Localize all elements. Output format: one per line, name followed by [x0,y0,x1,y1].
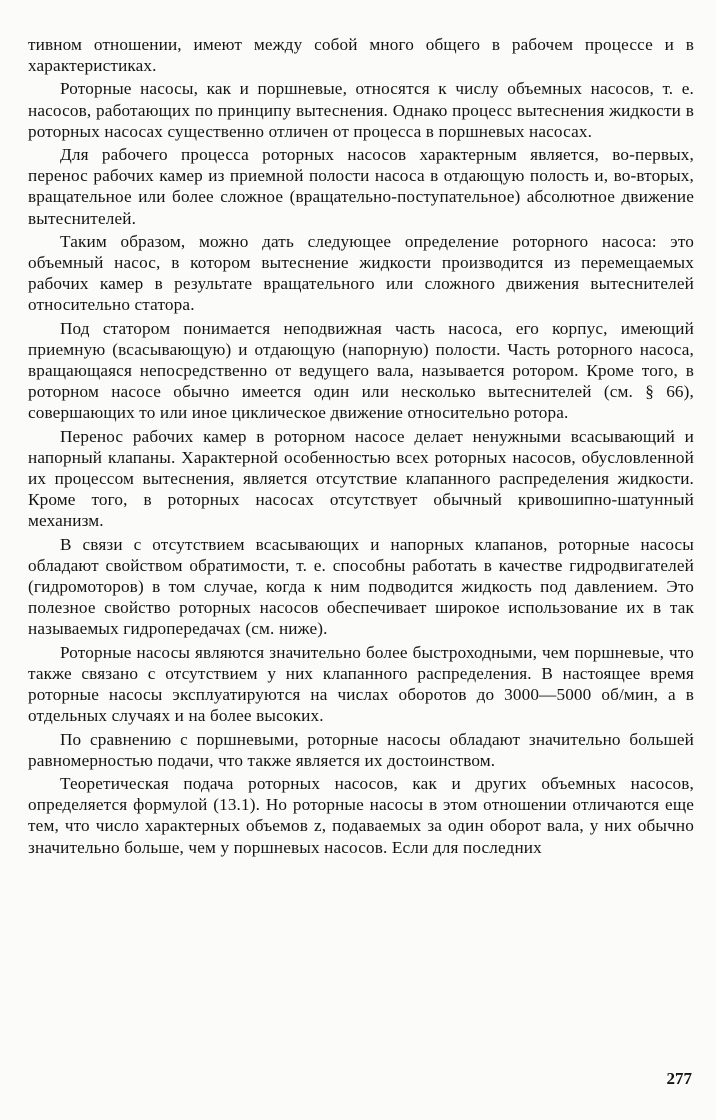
paragraph-working-process: Для рабочего процесса роторных насосов характерным является, во-первых, перенос рабочих камер из приемной полости насоса в отдающую полость и, во-вторых, вращательное или более сложное (вращательно-поступательное) абсолютное движение вытеснителей. [28,145,694,228]
page-number: 277 [666,1069,692,1088]
paragraph-speed: Роторные насосы являются значительно более быстроходными, чем поршневые, что также связано с отсутствием у них клапанного распределения. В настоящее время роторные насосы эксплуатируются на числах оборотов до 3000—5000 об/мин, а в отдельных случаях и на более высоких. [28,642,694,726]
paragraph-theoretical-flow: Теоретическая подача роторных насосов, как и других объемных насосов, определяется формулой (13.1). Но роторные насосы в этом отношении отличаются еще тем, что число характерных объемов z, подаваемых за один оборот вала, у них обычно значительно больше, чем у поршневых насосов. Если для последних [28,773,694,857]
paragraph-rotary-volumetric: Роторные насосы, как и поршневые, относятся к числу объемных насосов, т. е. насосов, работающих по принципу вытеснения. Однако процесс вытеснения жидкости в роторных насосах существенно отличен от процесса в поршневых насосах. [28,79,694,141]
paragraph-uniformity: По сравнению с поршневыми, роторные насосы обладают значительно большей равномерностью подачи, что также является их достоинством. [28,729,694,770]
paragraph-reversibility: В связи с отсутствием всасывающих и напорных клапанов, роторные насосы обладают свойством обратимости, т. е. способны работать в качестве гидродвигателей (гидромоторов) в том случае, когда к ним подводится жидкость под давлением. Это полезное свойство роторных насосов обеспечивает широкое использование их в так называемых гидропередачах (см. ниже). [28,534,694,639]
paragraph-stator: Под статором понимается неподвижная часть насоса, его корпус, имеющий приемную (всасывающую) и отдающую (напорную) полости. Часть роторного насоса, вращающаяся непосредственно от ведущего вала, называется ротором. Кроме того, в роторном насосе обычно имеется один или несколько вытеснителей (см. § 66), совершающих то или иное циклическое движение относительно ротора. [28,318,694,423]
paragraph-continuation: тивном отношении, имеют между собой много общего в рабочем процессе и в характеристиках. [28,35,694,76]
body-text [28,34,694,860]
paragraph-valves: Перенос рабочих камер в роторном насосе делает ненужными всасывающий и напорный клапаны. Характерной особенностью всех роторных насосов, обусловленной их процессом вытеснения, является отсутствие клапанного распределения жидкости. Кроме того, в роторных насосах отсутствует обычный кривошипно-шатунный механизм. [28,426,694,531]
paragraph-definition: Таким образом, можно дать следующее определение роторного насоса: это объемный насос, в котором вытеснение жидкости производится из перемещаемых рабочих камер в результате вращательного или сложного движения вытеснителей относительно статора. [28,231,694,315]
